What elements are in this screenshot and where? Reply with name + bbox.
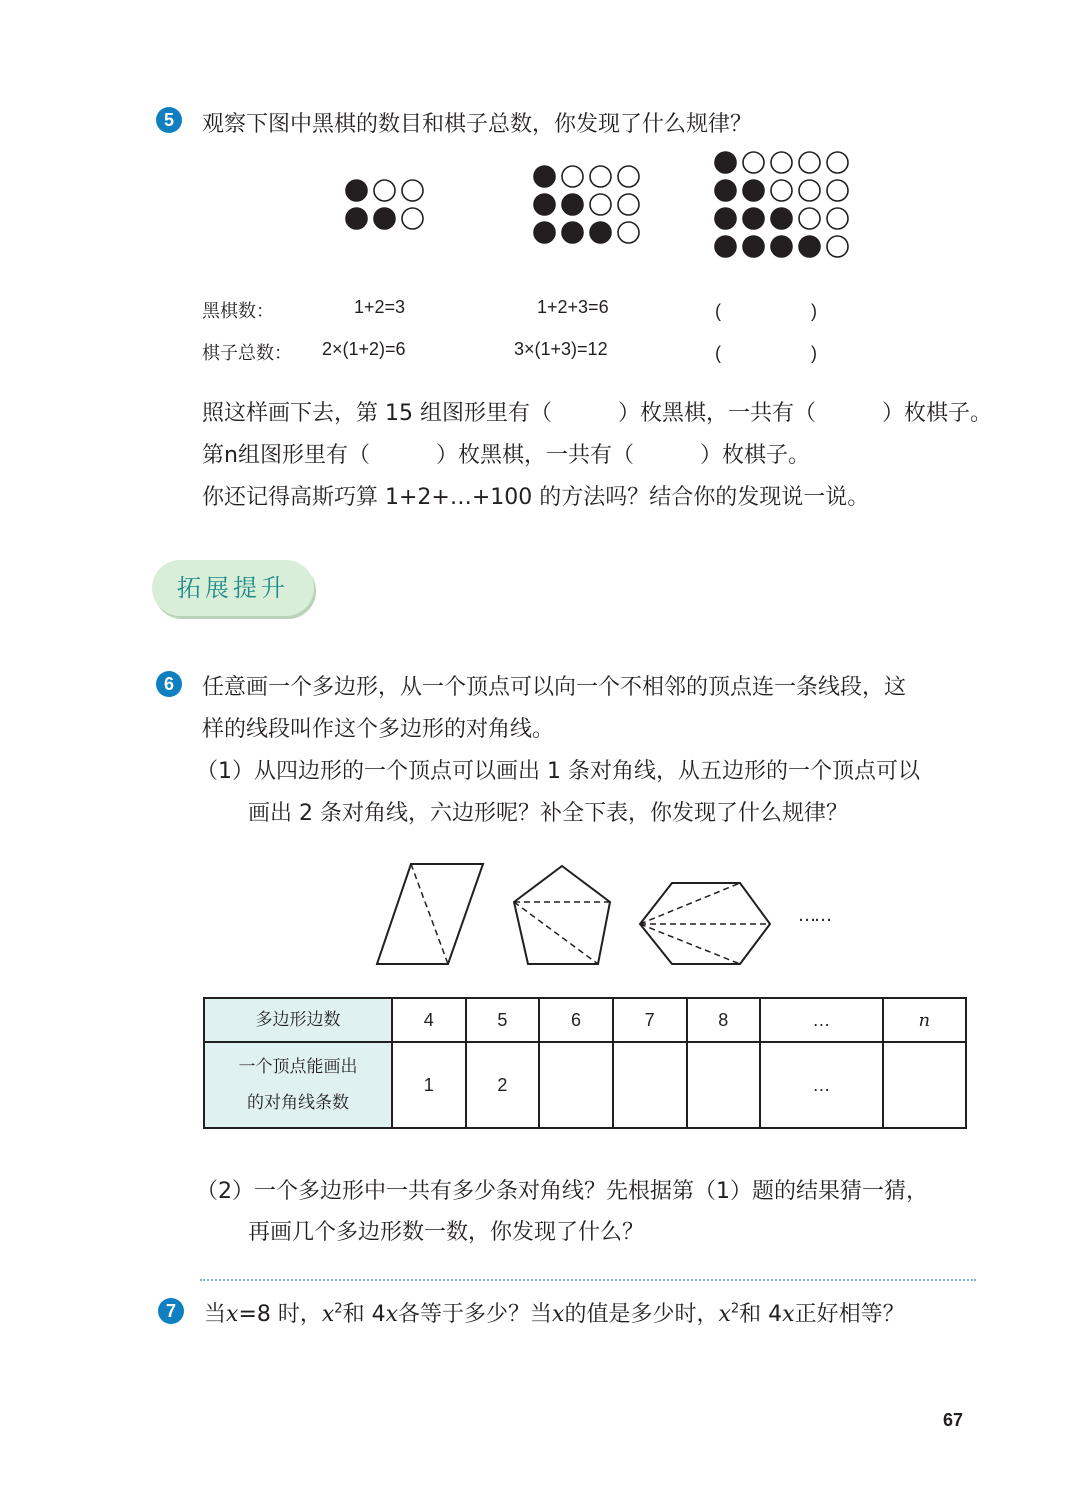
black-piece xyxy=(715,208,736,229)
white-piece xyxy=(771,152,792,173)
question-5-line-2: 第n组图形里有（ ）枚黑棋，一共有（ ）枚棋子。 xyxy=(202,443,810,468)
white-piece xyxy=(618,194,639,215)
table-cell: 1 xyxy=(392,1042,466,1128)
table-cell: … xyxy=(760,998,883,1042)
q7-text-d: 各等于多少？当 xyxy=(398,1302,553,1327)
table-row xyxy=(204,1042,966,1128)
question-6-intro-1: 任意画一个多边形，从一个顶点可以向一个不相邻的顶点连一条线段，这 xyxy=(202,675,907,700)
white-piece xyxy=(799,180,820,201)
black-piece xyxy=(374,208,395,229)
table-cell: 7 xyxy=(613,998,687,1042)
q7-var-x: x xyxy=(385,1302,398,1327)
total-count-label: 棋子总数： xyxy=(202,343,292,364)
question-5-text: 观察下图中黑棋的数目和棋子总数，你发现了什么规律？ xyxy=(202,112,753,137)
dotted-divider xyxy=(200,1279,976,1281)
polygons-figure xyxy=(370,855,790,975)
black-count-2: 1+2+3=6 xyxy=(537,297,609,317)
question-6-part-2-line-2: 再画几个多边形数一数，你发现了什么？ xyxy=(248,1220,645,1245)
q7-text-e: 的值是多少时， xyxy=(564,1302,719,1327)
section-title-badge: 拓展提升 xyxy=(152,560,314,616)
black-piece xyxy=(715,152,736,173)
white-piece xyxy=(799,152,820,173)
table-header-diagonals-line-1: 一个顶点能画出 xyxy=(238,1057,358,1077)
chess-pieces-figure xyxy=(330,150,870,270)
question-6-intro-2: 样的线段叫作这个多边形的对角线。 xyxy=(202,717,555,742)
table-row xyxy=(204,998,966,1042)
quadrilateral-shape xyxy=(377,864,483,964)
page-number: 67 xyxy=(943,1410,964,1430)
polygons-ellipsis: …… xyxy=(798,905,830,926)
total-count-3: ( ) xyxy=(715,343,817,363)
question-6-part-1-line-1: （1）从四边形的一个顶点可以画出 1 条对角线，从五边形的一个顶点可以 xyxy=(196,759,920,784)
black-piece xyxy=(799,236,820,257)
q7-var-x: x xyxy=(321,1302,335,1327)
black-piece xyxy=(562,194,583,215)
black-piece xyxy=(534,194,555,215)
black-piece xyxy=(534,166,555,187)
q7-text-f: 和 4 xyxy=(739,1302,783,1327)
table-cell: 6 xyxy=(539,998,613,1042)
question-6-badge: 6 xyxy=(156,671,182,697)
chess-group-2 xyxy=(534,166,639,243)
white-piece xyxy=(374,180,395,201)
table-header-sides: 多边形边数 xyxy=(204,998,392,1042)
black-piece xyxy=(771,208,792,229)
white-piece xyxy=(402,180,423,201)
total-count-2: 3×(1+3)=12 xyxy=(514,339,608,359)
white-piece xyxy=(618,222,639,243)
black-piece xyxy=(590,222,611,243)
black-piece xyxy=(715,180,736,201)
question-5-badge: 5 xyxy=(156,107,182,133)
black-piece xyxy=(534,222,555,243)
black-piece xyxy=(346,180,367,201)
hexagon-shape xyxy=(640,883,770,964)
question-5-line-3: 你还记得高斯巧算 1+2+…+100 的方法吗？结合你的发现说一说。 xyxy=(202,485,870,510)
white-piece xyxy=(590,194,611,215)
white-piece xyxy=(827,236,848,257)
table-cell: 5 xyxy=(466,998,540,1042)
black-piece xyxy=(346,208,367,229)
question-6-part-1-line-2: 画出 2 条对角线，六边形呢？补全下表，你发现了什么规律？ xyxy=(248,801,848,826)
black-count-3: ( ) xyxy=(715,301,817,321)
q7-text-g: 正好相等？ xyxy=(794,1302,905,1327)
white-piece xyxy=(771,180,792,201)
question-7-badge: 7 xyxy=(158,1298,184,1324)
chess-group-3 xyxy=(715,152,848,257)
q7-var-x: x xyxy=(552,1302,565,1327)
table-header-diagonals-line-2: 的对角线条数 xyxy=(247,1093,349,1113)
table-header-diagonals xyxy=(204,1042,392,1128)
question-6-part-2-line-1: （2）一个多边形中一共有多少条对角线？先根据第（1）题的结果猜一猜， xyxy=(196,1179,928,1204)
black-piece xyxy=(562,222,583,243)
chess-group-1 xyxy=(346,180,423,229)
white-piece xyxy=(402,208,423,229)
table-cell: … xyxy=(760,1042,883,1128)
question-5-line-1: 照这样画下去，第 15 组图形里有（ ）枚黑棋，一共有（ ）枚棋子。 xyxy=(202,401,992,426)
black-piece xyxy=(771,236,792,257)
table-cell: 8 xyxy=(687,998,761,1042)
table-cell: 4 xyxy=(392,998,466,1042)
white-piece xyxy=(827,208,848,229)
q7-var-x: x xyxy=(718,1302,731,1327)
white-piece xyxy=(827,180,848,201)
q7-var-x: x xyxy=(226,1302,239,1327)
white-piece xyxy=(562,166,583,187)
table-cell: n xyxy=(883,998,966,1042)
white-piece xyxy=(827,152,848,173)
q7-text-b: =8 时， xyxy=(238,1302,322,1327)
black-piece xyxy=(743,208,764,229)
total-count-1: 2×(1+2)=6 xyxy=(322,339,406,359)
white-piece xyxy=(618,166,639,187)
diagonal-table xyxy=(203,997,967,1129)
black-count-1: 1+2=3 xyxy=(354,297,406,317)
table-cell[interactable] xyxy=(883,1042,966,1128)
q7-var-x: x xyxy=(782,1302,795,1327)
table-cell[interactable] xyxy=(687,1042,761,1128)
white-piece xyxy=(799,208,820,229)
black-piece xyxy=(743,236,764,257)
table-cell[interactable] xyxy=(613,1042,687,1128)
white-piece xyxy=(590,166,611,187)
q7-sup: 2 xyxy=(730,1301,740,1317)
q7-text-c: 和 4 xyxy=(342,1302,386,1327)
table-cell: 2 xyxy=(466,1042,540,1128)
black-piece xyxy=(743,180,764,201)
q7-sup: 2 xyxy=(334,1301,343,1317)
black-piece xyxy=(715,236,736,257)
black-count-label: 黑棋数： xyxy=(202,301,274,322)
pentagon-shape xyxy=(514,866,610,964)
table-cell[interactable] xyxy=(539,1042,613,1128)
q7-text-a: 当 xyxy=(204,1302,227,1327)
white-piece xyxy=(743,152,764,173)
question-7-text xyxy=(204,1297,905,1328)
